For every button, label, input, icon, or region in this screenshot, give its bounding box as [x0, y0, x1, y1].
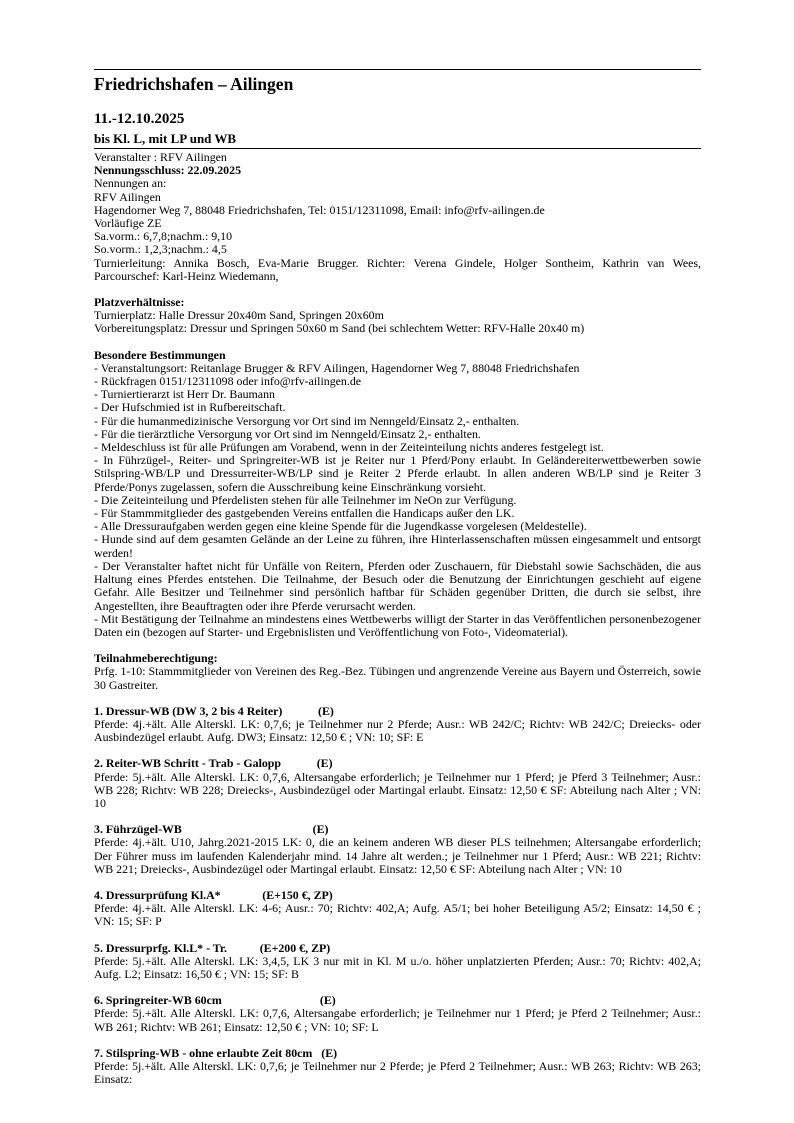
competition-heading: 1. Dressur-WB (DW 3, 2 bis 4 Reiter) (E)	[94, 703, 334, 718]
paragraph: - Für Stammmitglieder des gastgebenden Vereins entfallen die Handicaps außer den LK.	[94, 506, 515, 521]
paragraph: - Für die humanmedizinische Versorgung vor Ort sind im Nenngeld/Einsatz 2,- enthalten.	[94, 413, 520, 428]
info-line: Turnierplatz: Halle Dressur 20x40m Sand, Springen 20x60m	[94, 308, 384, 323]
paragraph: - Für die tierärztliche Versorgung vor Ort sind im Nenngeld/Einsatz 2,- enthalten.	[94, 426, 481, 441]
paragraph: - Hunde sind auf dem gesamten Gelände an der Leine zu führen, ihre Hinterlassenschaften müssen eingesammelt und entsorgt werden!	[94, 532, 701, 560]
competition-heading: 6. Springreiter-WB 60cm (E)	[94, 993, 336, 1008]
paragraph: - Veranstaltungsort: Reitanlage Brugger & RFV Ailingen, Hagendorner Weg 7, 88048 Friedrichshafen	[94, 360, 580, 375]
paragraph: - Meldeschluss ist für alle Prüfungen am Vorabend, wenn in der Zeiteinteilung nichts anderes festgelegt ist.	[94, 440, 604, 455]
info-line: Vorbereitungsplatz: Dressur und Springen 50x60 m Sand (bei schlechtem Wetter: RFV-Halle 20x40 m)	[94, 321, 585, 336]
competition-details: Pferde: 5j.+ält. Alle Alterskl. LK: 3,4,5, LK 3 nur mit in Kl. M u./o. höher unplatzierten Pferden; Ausr.: 70; Richtv: 402,A; Aufg. L2; Einsatz: 16,50 € ; VN: 15; SF: B	[94, 953, 701, 981]
section-heading: Teilnahmeberechtigung:	[94, 651, 218, 666]
section-heading: Platzverhältnisse:	[94, 295, 185, 310]
competition-heading: 5. Dressurprfg. Kl.L* - Tr. (E+200 €, ZP)	[94, 940, 331, 955]
competition-heading: 3. Führzügel-WB (E)	[94, 822, 329, 837]
header-rule-top	[94, 69, 701, 70]
info-line: Hagendorner Weg 7, 88048 Friedrichshafen, Tel: 0151/12311098, Email: info@rfv-ailingen.de	[94, 202, 545, 217]
info-line: Nennungen an:	[94, 176, 167, 191]
info-line: Sa.vorm.: 6,7,8;nachm.: 9,10	[94, 229, 233, 244]
info-line: Veranstalter : RFV Ailingen	[94, 150, 227, 164]
competition-details: Pferde: 5j.+ält. Alle Alterskl. LK: 0,7,6, Altersangabe erforderlich; je Teilnehmer nur 1 Pferd; je Pferd 3 Teilnehmer; Ausr.: WB 228; Richtv: WB 228; Dreiecks-, Ausbindezügel oder Martingal erlaubt. Einsatz: 12,50 € SF: Abteilung nach Alter ; VN: 10	[94, 769, 701, 810]
document-body	[94, 151, 701, 1086]
paragraph: - Die Zeiteinteilung und Pferdelisten stehen für alle Teilnehmer im NeOn zur Verfügung.	[94, 492, 517, 507]
paragraph: - Alle Dressuraufgaben werden gegen eine kleine Spende für die Jugendkasse vorgelesen (Meldestelle).	[94, 519, 587, 534]
info-line: So.vorm.: 1,2,3;nachm.: 4,5	[94, 242, 227, 257]
paragraph: Prfg. 1-10: Stammmitglieder von Vereinen des Reg.-Bez. Tübingen und angrenzende Vereine aus Bayern und Österreich, sowie 30 Gastreiter.	[94, 664, 701, 692]
info-line: RFV Ailingen	[94, 189, 161, 204]
info-line-bold: Nennungsschluss: 22.09.2025	[94, 163, 242, 178]
event-date-heading: 11.-12.10.2025	[94, 111, 185, 127]
competition-details: Pferde: 5j.+ält. Alle Alterskl. LK: 0,7,6, Altersangabe erforderlich; je Teilnehmer nur 1 Pferd; je Pferd 2 Teilnehmer; Ausr.: WB 261; Richtv: WB 261; Einsatz: 12,50 € ; VN: 10; SF: L	[94, 1006, 701, 1034]
paragraph: - Rückfragen 0151/12311098 oder info@rfv-ailingen.de	[94, 374, 362, 389]
event-class-subtitle: bis Kl. L, mit LP und WB	[94, 131, 237, 146]
competition-heading: 2. Reiter-WB Schritt - Trab - Galopp (E)	[94, 756, 333, 771]
competition-heading: 7. Stilspring-WB - ohne erlaubte Zeit 80cm (E)	[94, 1045, 338, 1060]
header-rule-bottom	[94, 148, 701, 149]
section-heading: Besondere Bestimmungen	[94, 347, 226, 362]
document-title: Friedrichshafen – Ailingen	[94, 74, 294, 94]
paragraph: - Der Hufschmied ist in Rufbereitschaft.	[94, 400, 286, 415]
paragraph: - Turniertierarzt ist Herr Dr. Baumann	[94, 387, 275, 402]
competition-details: Pferde: 4j.+ält. Alle Alterskl. LK: 0,7,6; je Teilnehmer nur 2 Pferde; Ausr.: WB 242/C; Richtv: WB 242/C; Dreiecks- oder Ausbindezügel erlaubt. Aufg. DW3; Einsatz: 12,50 € ; VN: 10; SF: E	[94, 716, 701, 745]
paragraph: - In Führzügel-, Reiter- und Springreiter-WB ist je Reiter nur 1 Pferd/Pony erlaubt. In Geländereiterwettbewerben sowie Stilspring-WB/LP und Dressurreiter-WB/LP sind je Reiter 2 Pferde erlaubt. In allen anderen WB/LP sind je Reiter 3 Pferde/Ponys zugelassen, sofern die Ausschreibung keine Einschränkung vorsieht.	[94, 453, 701, 494]
paragraph: - Der Veranstalter haftet nicht für Unfälle von Reitern, Pferden oder Zuschauern, für Diebstahl sowie Sachschäden, die aus Haltung eines Pferdes entstehen. Die Teilnahme, der Besuch oder die Benutzung der Einrichtungen geschieht auf eigene Gefahr. Alle Besitzer und Teilnehmer sind persönlich haftbar für Schäden gegenüber Dritten, die durch sie selbst, ihre Angestellten, ihre Beauftragten oder ihre Pferde verursacht werden.	[94, 558, 701, 613]
competition-details: Pferde: 4j.+ält. Alle Alterskl. LK: 4-6; Ausr.: 70; Richtv: 402,A; Aufg. A5/1; bei hoher Beteiligung A5/2; Einsatz: 14,50 € ; VN: 15; SF: P	[94, 901, 701, 929]
competition-details: Pferde: 5j.+ält. Alle Alterskl. LK: 0,7,6; je Teilnehmer nur 2 Pferde; je Pferd 2 Teilnehmer; Ausr.: WB 263; Richtv: WB 263; Einsatz:	[94, 1058, 701, 1087]
paragraph: - Mit Bestätigung der Teilnahme an mindestens eines Wettbewerbs willigt der Starter in das Veröffentlichen personenbezogener Daten ein (bezogen auf Starter- und Ergebnislisten und Veröffentlichung von Foto-, Videomaterial).	[94, 611, 701, 639]
competition-details: Pferde: 4j.+ält. U10, Jahrg.2021-2015 LK: 0, die an keinem anderen WB dieser PLS teilnehmen; Altersangabe erforderlich; Der Führer muss im laufenden Kalenderjahr mind. 14 Jahre alt werden.; je Teilnehmer nur 1 Pferd; Ausr.: WB 221; Richtv: WB 221; Dreiecks-, Ausbindezügel oder Martingal erlaubt. Einsatz: 12,50 € SF: Abteilung nach Alter ; VN: 10	[94, 835, 701, 876]
paragraph: Turnierleitung: Annika Bosch, Eva-Marie Brugger. Richter: Verena Gindele, Holger Sontheim, Kathrin van Wees, Parcourschef: Karl-Heinz Wiedemann,	[94, 255, 701, 283]
competition-heading: 4. Dressurprüfung Kl.A* (E+150 €, ZP)	[94, 887, 333, 902]
info-line: Vorläufige ZE	[94, 216, 162, 231]
